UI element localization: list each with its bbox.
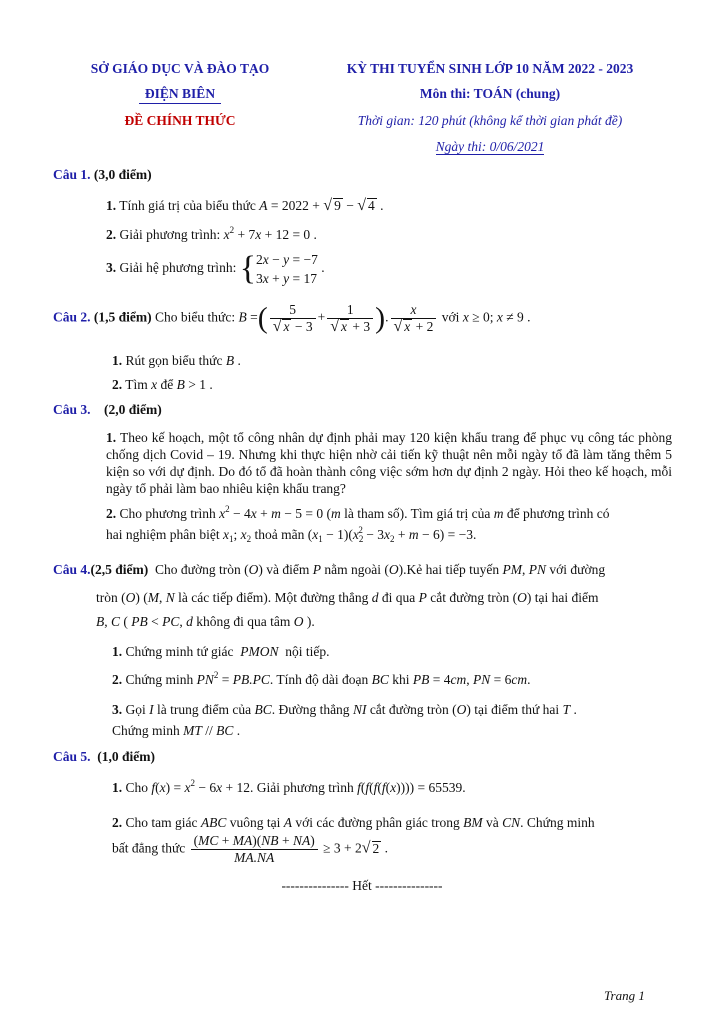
question-3-heading: Câu 3. (2,0 điểm) [53, 402, 162, 417]
q4-item-3-line2: Chứng minh MT // BC . [112, 723, 241, 738]
province-name: ĐIỆN BIÊN [60, 86, 300, 102]
question-5-heading: Câu 5. (1,0 điểm) [53, 749, 156, 764]
exam-subject: Môn thi: TOÁN (chung) [419, 86, 561, 101]
question-4-heading: Câu 4.(2,5 điểm) Cho đường tròn (O) và điểm P nằm ngoài (O).Kẻ hai tiếp tuyến PM, PN với đường [53, 562, 606, 577]
q4-text-line2: tròn (O) (M, N là các tiếp điểm). Một đường thẳng d đi qua P cắt đường tròn (O) tại hai điểm [96, 590, 599, 605]
exam-title: KỲ THI TUYỂN SINH LỚP 10 NĂM 2022 - 2023 [346, 61, 634, 76]
q3-item-2-line2: hai nghiệm phân biệt $x_1$; $x_2$ thoả mãn $(x_1 - 1)(x_2^2 - 3x_2 + m - 6) = -3$. [106, 525, 477, 544]
q1-item-1: 1. Tính giá trị của biểu thức A = 2022 + √ 9 − √ 4 . [106, 197, 384, 214]
q5-item-2-line2: bất đẳng thức $\frac{(MC + MA)(NB + NA)}{MA.NA}$ ≥ 3 + 2√ 2 . [112, 833, 389, 865]
q5-item-2: 2. Cho tam giác ABC vuông tại A với các đường phân giác trong BM và CN. Chứng minh [112, 815, 595, 830]
end-marker: --------------- Hết --------------- [281, 878, 443, 893]
exam-duration: Thời gian: 120 phút (không kể thời gian phát đề) [357, 113, 623, 128]
q3-item-2-line1: 2. Cho phương trình $x^2 - 4x + m - 5 = 0$ (m là tham số). Tìm giá trị của m để phương trình có [106, 504, 610, 521]
question-2-heading: Câu 2. (1,5 điểm) Cho biểu thức: B =( $\frac{5}{√ x - 3}$ + $\frac{1}{√ x + 3}$ ). $\frac{x}{√ x + 2}$ với x ≥ 0; x ≠ 9 . [53, 301, 531, 335]
q3-item-1: 1. Theo kế hoạch, một tổ công nhân dự định phải may 120 kiện khẩu trang để phục vụ công tác phòng chống dịch Covid – 19. Nhưng khi thực hiện nhờ cải tiến kỹ thuật nên mỗi ngày tổ đã làm tăng thêm 5 kiện so với dự định. Do đó tổ đã hoàn thành công việc sớm hơn dự định 2 ngày. Hỏi theo kế hoạch, mỗi ngày tổ phải làm bao nhiêu kiện khẩu trang? [106, 430, 672, 496]
page-number: Trang 1 [604, 988, 645, 1003]
q2-item-2: 2. Tìm x để B > 1 . [112, 377, 213, 392]
question-1-heading: Câu 1. (3,0 điểm) [53, 167, 152, 182]
q5-item-1: 1. Cho $f(x) = x^2 - 6x + 12$. Giải phương trình f(f(f(f(x)))) = 65539. [112, 778, 466, 795]
q1-item-2: 2. Giải phương trình: $x^2 + 7x + 12 = 0$ . [106, 225, 317, 242]
q1-item-3: 3. Giải hệ phương trình: {2x − y = −7 3x + y = 17 . [106, 250, 325, 287]
q4-text-line3: B, C ( PB < PC, d không đi qua tâm O ). [96, 614, 315, 629]
q4-item-3: 3. Gọi I là trung điểm của BC. Đường thẳng NI cắt đường tròn (O) tại điểm thứ hai T . [112, 702, 577, 717]
q2-item-1: 1. Rút gọn biểu thức B . [112, 353, 241, 368]
q4-item-2: 2. Chứng minh $PN^2 = PB.PC$. Tính độ dài đoạn BC khi PB = 4cm, PN = 6cm. [112, 670, 531, 687]
department-name: SỞ GIÁO DỤC VÀ ĐÀO TẠO [90, 61, 270, 76]
official-label: ĐỀ CHÍNH THỨC [124, 113, 236, 128]
exam-date: Ngày thi: 0/06/2021 [435, 139, 545, 154]
q4-item-1: 1. Chứng minh tứ giác PMON nội tiếp. [112, 644, 330, 659]
